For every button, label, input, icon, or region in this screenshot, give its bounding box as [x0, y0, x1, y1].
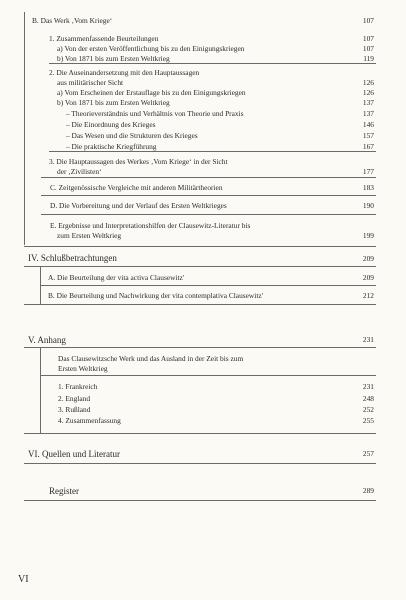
- page-number: 167: [362, 142, 374, 151]
- page-number: 146: [362, 120, 374, 129]
- folio-page-number: VI: [18, 574, 29, 585]
- divider: [40, 375, 376, 376]
- page-number: 209: [362, 273, 374, 282]
- divider: [41, 195, 376, 196]
- toc-entry-e-cont: zum Ersten Weltkrieg: [57, 231, 122, 240]
- page-number: 212: [362, 291, 374, 300]
- page-number: 289: [362, 486, 374, 495]
- divider: [41, 214, 376, 215]
- toc-entry-iva: A. Die Beurteilung der vita activa Clausewitz': [48, 273, 185, 282]
- toc-entry-b1b: b) Von 1871 bis zum Ersten Weltkrieg: [57, 54, 170, 63]
- page-number: 107: [362, 16, 374, 25]
- divider: [24, 246, 376, 247]
- page-number: 119: [363, 54, 374, 63]
- divider: [24, 500, 376, 501]
- toc-entry-b1: 1. Zusammenfassende Beurteilungen: [49, 34, 159, 43]
- page-number: 231: [362, 382, 374, 391]
- toc-entry-b2a: a) Vom Erscheinen der Erstauflage bis zu den Einigungskriegen: [57, 88, 246, 97]
- toc-entry-v1: 1. Frankreich: [58, 382, 98, 391]
- toc-entry-v-desc: Das Clausewitzsche Werk und das Ausland in der Zeit bis zum: [58, 354, 244, 363]
- page-number: 255: [362, 416, 374, 425]
- toc-entry-v2: 2. England: [58, 394, 91, 403]
- toc-entry-e: E. Ergebnisse und Interpretationshilfen der Clausewitz-Literatur bis: [50, 221, 251, 230]
- page-number: 107: [362, 34, 374, 43]
- toc-entry-v4: 4. Zusammenfassung: [58, 416, 121, 425]
- toc-subentry: – Die praktische Kriegführung: [66, 142, 157, 151]
- toc-entry-ivb: B. Die Beurteilung und Nachwirkung der vita contemplativa Clausewitz': [48, 291, 263, 300]
- toc-subentry: – Theorieverständnis und Verhältnis von Theorie und Praxis: [66, 109, 244, 118]
- divider: [24, 304, 376, 305]
- toc-entry-b3-cont: der ‚Zivilisten‘: [57, 167, 102, 176]
- page-number: 199: [362, 231, 374, 240]
- page-number: 107: [362, 44, 374, 53]
- page-number: 126: [362, 78, 374, 87]
- page-number: 252: [362, 405, 374, 414]
- divider: [49, 151, 376, 152]
- toc-entry-d: D. Die Vorbereitung und der Verlauf des Ersten Weltkrieges: [50, 201, 227, 210]
- toc-entry-iv: IV. Schlußbetrachtungen: [28, 253, 117, 263]
- toc-entry-b: [32, 16, 112, 25]
- toc-entry-vi: VI. Quellen und Literatur: [28, 449, 120, 459]
- page-number: 137: [362, 109, 374, 118]
- toc-entry-b3: 3. Die Hauptaussagen des Werkes ‚Vom Kriege‘ in der Sicht: [49, 157, 228, 166]
- divider: [24, 266, 376, 267]
- toc-entry-register: Register: [49, 486, 79, 496]
- toc-entry-v3: 3. Rußland: [58, 405, 91, 414]
- page-number: 248: [362, 394, 374, 403]
- toc-subentry: – Die Einordnung des Krieges: [66, 120, 156, 129]
- page-number: 157: [362, 131, 374, 140]
- divider: [49, 63, 376, 64]
- divider: [24, 347, 376, 348]
- toc-entry-b2b: b) Von 1871 bis zum Ersten Weltkrieg: [57, 98, 170, 107]
- page-number: 190: [362, 201, 374, 210]
- toc-entry-b2-cont: aus militärischer Sicht: [57, 78, 124, 87]
- page-number: 126: [362, 88, 374, 97]
- page-number: 177: [362, 167, 374, 176]
- toc-entry-b1a: a) Von der ersten Veröffentlichung bis zu den Einigungskriegen: [57, 44, 245, 53]
- toc-subentry: – Das Wesen und die Strukturen des Krieges: [66, 131, 198, 140]
- toc-entry-v: V. Anhang: [28, 335, 66, 345]
- divider: [40, 285, 376, 286]
- toc-entry-title: B. Das Werk ‚Vom Kriege‘: [32, 16, 113, 25]
- section-b-bracket: [24, 12, 25, 245]
- divider: [24, 433, 376, 434]
- page-number: 209: [362, 254, 374, 263]
- page-number: 257: [362, 449, 374, 458]
- section-v-bracket: [40, 347, 41, 433]
- toc-entry-b2: 2. Die Auseinandersetzung mit den Hauptaussagen: [49, 68, 200, 77]
- page-number: 231: [362, 335, 374, 344]
- divider: [24, 463, 376, 464]
- page-number: 137: [362, 98, 374, 107]
- page-number: 183: [362, 183, 374, 192]
- toc-entry-c: C. Zeitgenössische Vergleiche mit anderen Militärtheorien: [50, 183, 223, 192]
- toc-entry-v-desc-cont: Ersten Weltkrieg: [58, 364, 108, 373]
- divider: [41, 177, 376, 178]
